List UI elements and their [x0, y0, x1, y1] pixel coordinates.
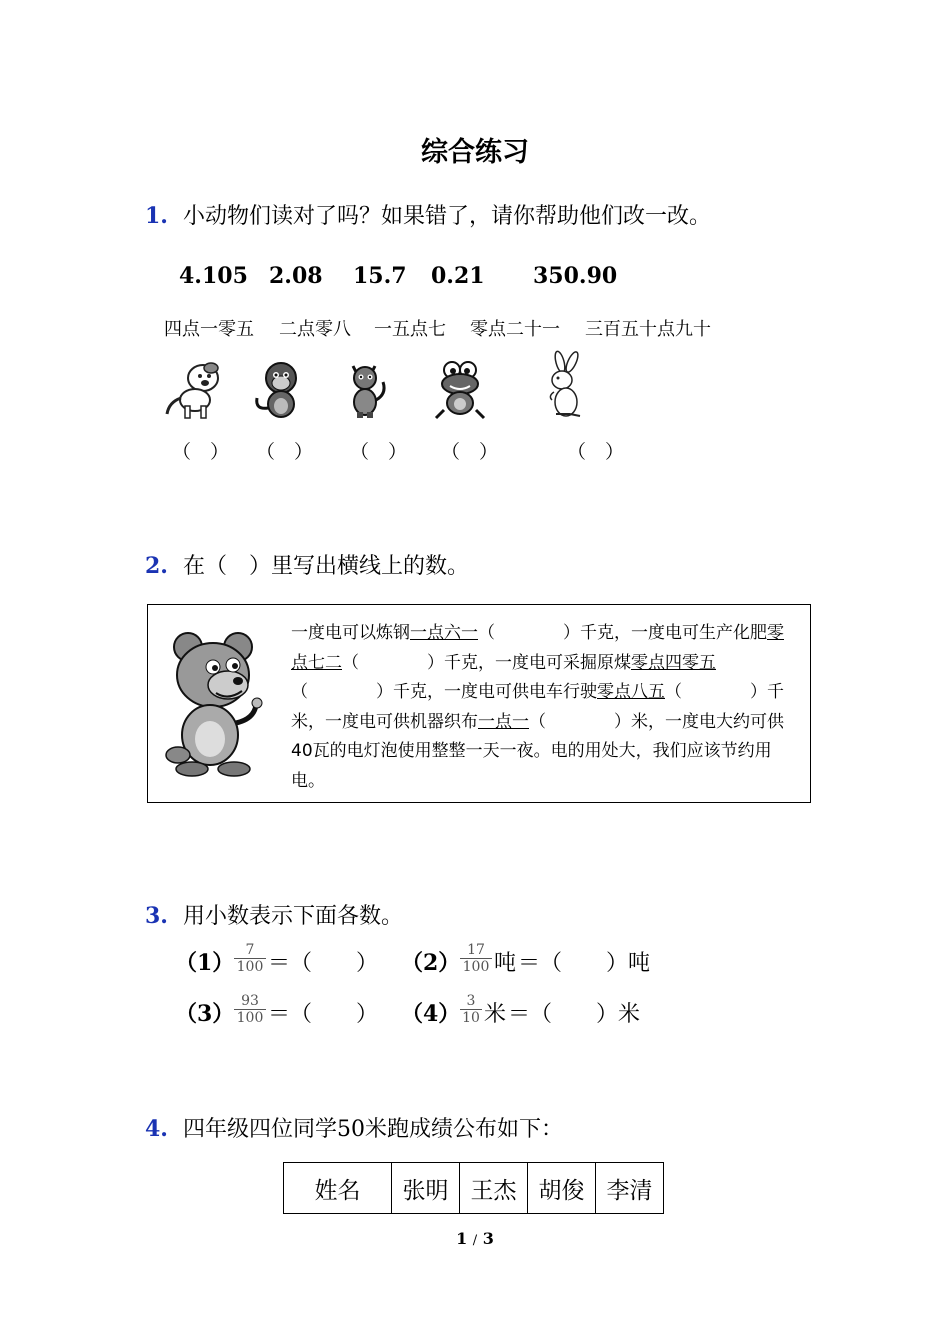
decimal-number: 4.105 [179, 263, 248, 289]
answer-blank[interactable]: ＝（ ） [268, 951, 379, 976]
reading-text: 零点二十一 [470, 319, 560, 340]
page-title: 综合练习 [421, 137, 529, 168]
frog-icon [432, 358, 488, 420]
reading-text: 一五点七 [374, 319, 446, 340]
answer-blank[interactable]: （ ） [172, 441, 230, 463]
table-header-cell: 张明 [392, 1163, 460, 1214]
question-text: 用小数表示下面各数。 [182, 904, 403, 929]
underlined-number: 零点四零五 [631, 652, 716, 673]
question-2 [145, 549, 469, 580]
fraction-numerator: 17 [467, 942, 485, 958]
decimal-number: 350.90 [533, 263, 618, 289]
question-number: 3. [145, 903, 168, 929]
table-row [284, 1163, 664, 1214]
monkey-icon [251, 360, 307, 420]
underlined-number: 一点六一 [410, 623, 478, 643]
puppy-icon [163, 358, 225, 420]
decimal-number: 15.7 [353, 263, 407, 289]
table-header-cell: 姓名 [284, 1163, 392, 1214]
fraction-numerator: 7 [245, 942, 255, 958]
reading-passage [291, 619, 799, 797]
answer-blank[interactable]: ＝（ ） [268, 1002, 379, 1027]
answer-blank[interactable]: ＝（ ）吨 [518, 951, 651, 976]
underlined-number: 一点一 [478, 711, 529, 732]
unit-text: 米 [484, 1002, 507, 1027]
answer-blank[interactable]: （ ） [350, 441, 408, 463]
reading-box [147, 604, 811, 803]
answer-blank[interactable]: （ ） [256, 441, 314, 463]
reading-text: 三百五十点九十 [585, 319, 711, 340]
table-header-cell: 王杰 [460, 1163, 528, 1214]
answer-blank[interactable]: ＝（ ）米 [508, 1002, 641, 1027]
question-text: 在（ ）里写出横线上的数。 [182, 554, 469, 579]
question-number: 4. [145, 1116, 168, 1142]
answer-blank[interactable]: （ ） [441, 441, 499, 463]
page-number [0, 1229, 950, 1248]
table-header-cell: 李清 [596, 1163, 664, 1214]
underlined-number: 零点八五 [597, 682, 665, 703]
item-label: （3） [175, 1001, 235, 1027]
answer-blank[interactable]: （ ） [567, 441, 625, 463]
passage-text: （ ）千克，一度电可生产化肥 [478, 623, 767, 643]
question-3 [145, 899, 403, 930]
fraction [460, 942, 492, 976]
item-label: （2） [401, 950, 461, 976]
table-header-cell: 胡俊 [528, 1163, 596, 1214]
question-text: 小动物们读对了吗？如果错了，请你帮助他们改一改。 [182, 204, 711, 229]
passage-text: （ ）米，一度电大约可供40瓦的电灯泡使用整整一天一夜。电的用处大，我们应该节约用电。 [291, 711, 784, 791]
item-label: （1） [175, 950, 235, 976]
fraction [234, 942, 266, 976]
rabbit-icon [540, 350, 590, 420]
decimal-number: 2.08 [269, 263, 323, 289]
results-table [283, 1162, 664, 1214]
passage-text: （ ）千克，一度电可供电车行驶 [291, 682, 597, 703]
fraction-numerator: 93 [241, 993, 259, 1009]
underlined-number: 零点七二 [291, 623, 784, 673]
question-4 [145, 1112, 563, 1143]
question-number: 2. [145, 553, 168, 579]
fraction [234, 993, 266, 1027]
current-page: 1 [456, 1229, 468, 1248]
fraction-numerator: 3 [466, 993, 476, 1009]
passage-text: （ ）千米，一度电可供机器织布 [291, 682, 784, 732]
unit-text: 吨 [494, 951, 517, 976]
fraction [460, 993, 482, 1027]
passage-text: （ ）千克，一度电可采掘原煤 [342, 652, 631, 673]
reading-text: 四点一零五 [164, 319, 254, 340]
total-pages: 3 [482, 1229, 494, 1248]
question-text: 四年级四位同学50米跑成绩公布如下： [182, 1117, 563, 1142]
passage-text: 一度电可以炼钢 [291, 623, 410, 643]
reading-text: 二点零八 [279, 319, 351, 340]
question-number: 1. [145, 203, 168, 229]
bear-icon [158, 627, 270, 777]
fraction-denominator: 10 [460, 1009, 482, 1027]
decimal-number: 0.21 [431, 263, 485, 289]
squirrel-icon [345, 360, 389, 420]
fraction-denominator: 100 [234, 958, 266, 976]
question-1 [145, 199, 711, 230]
page-separator: / [472, 1233, 478, 1248]
fraction-denominator: 100 [234, 1009, 266, 1027]
fraction-denominator: 100 [460, 958, 492, 976]
item-label: （4） [401, 1001, 461, 1027]
